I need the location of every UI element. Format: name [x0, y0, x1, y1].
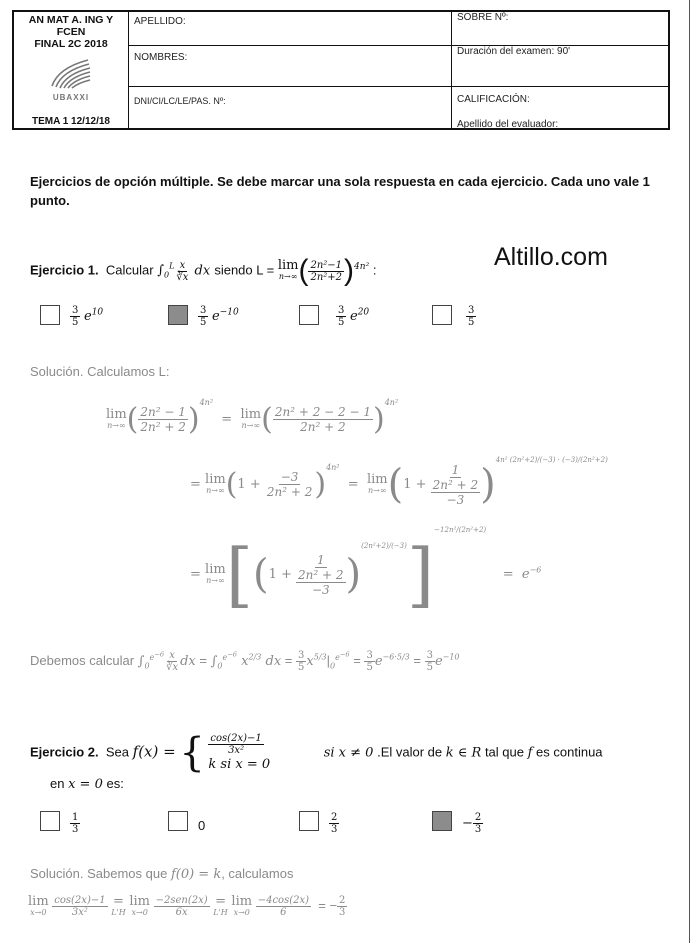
ej1-option-c: $\frac{3}{5}$ $e^{20}$ — [338, 305, 370, 328]
ej1-option-a-checkbox[interactable] — [40, 305, 60, 325]
header-table — [12, 10, 670, 130]
sobre-field[interactable]: SOBRE Nº: — [457, 12, 509, 23]
ubaxxi-logo-icon — [48, 56, 92, 90]
ej2-option-d-checkbox[interactable] — [432, 811, 452, 831]
ej2-option-c-checkbox[interactable] — [299, 811, 319, 831]
ej1-option-d: $\frac{3}{5}$ — [468, 305, 475, 328]
ej2-option-c: $\frac{2}{3}$ — [331, 812, 338, 835]
ej1-solution-line1: lim n→∞ ( $\frac{\text{2n² − 1}}{\text{2n² + 2}}$ )$^{4n^2}$ = lim n→∞ ( $\frac{\text{2n² + 2 − 2 − 1}}{\text{2n² + 2}}$ )$^{4n^2}$ — [106, 398, 399, 437]
ej1-final-calc: Debemos calcular $\int_0^{e^{-6}}$ $\frac{x}{∛x}$ dx = $\int_0^{e^{-6}}$ $x^{2/3}$ dx = $\frac{3}{5}$ $x^{5/3}|_0^{e^{-6}}$ = $\frac{3}{5}$ $e^{-6\cdot 5/3}$ = $\frac{3}{5}$ $e^{-10}$ — [30, 650, 460, 674]
divider — [451, 86, 668, 87]
ej1-solution-label: Solución. Calculamos L: — [30, 364, 170, 379]
page-edge — [689, 0, 690, 943]
calificacion-field[interactable]: CALIFICACIÓN: — [457, 94, 530, 105]
duracion-label: Duración del examen: 90' — [457, 46, 571, 57]
evaluador-field[interactable]: Apellido del evaluador: — [457, 119, 559, 130]
divider — [128, 12, 129, 128]
instructions: Ejercicios de opción múltiple. Se debe marcar una sola respuesta en cada ejercicio. Cada uno vale 1 punto. — [30, 174, 650, 208]
divider — [451, 12, 452, 128]
ej1-label: Ejercicio 1. — [30, 262, 99, 278]
ej1-option-d-checkbox[interactable] — [432, 305, 452, 325]
ej1-solution-line3: = lim n→∞ [(1 + 1 2n² + 2 −3 )$^{(2n^2+2)/(-3)}$]$^{-12n^2/(2n^2+2)}$ = $e^{-6}$ — [190, 526, 542, 616]
ej2-option-b: 0 — [198, 818, 206, 833]
ej1-option-c-checkbox[interactable] — [299, 305, 319, 325]
ej1-solution-line2: = lim n→∞ (1 + $\frac{-3}{\text{2n² + 2}}$ )$^{4n^2}$ = lim n→∞ (1 + 1 2n² + 2 −3 )$^{4n^2 (2n^2+2)/(-3) \cdot (-3)/(2n^2+2)}$ — [190, 456, 608, 508]
watermark: Altillo.com — [494, 243, 608, 271]
apellido-field[interactable]: APELLIDO: — [134, 16, 186, 27]
ej2-statement: Ejercicio 2. Sea f(x) = { $\frac{\cos(2x)-1}{\text{3x²}}$ k si x = 0 si x ≠ 0 .El valor de k ∈ R tal que f es continua — [30, 730, 603, 776]
ej2-option-a: $\frac{1}{3}$ — [72, 812, 79, 835]
nombres-field[interactable]: NOMBRES: — [134, 52, 188, 63]
ej2-option-b-checkbox[interactable] — [168, 811, 188, 831]
ej2-option-d: − $\frac{2}{3}$ — [462, 812, 482, 835]
ej2-option-a-checkbox[interactable] — [40, 811, 60, 831]
ej2-solution-label: Solución. Sabemos que f(0) = k, calculamos — [30, 866, 294, 882]
ej1-option-a: $\frac{3}{5}$ $e^{10}$ — [72, 305, 104, 328]
ej2-statement-cont: en x = 0 es: — [50, 776, 124, 792]
ej1-option-b-checkbox[interactable] — [168, 305, 188, 325]
tema-label: TEMA 1 12/12/18 — [31, 116, 110, 127]
ej1-statement: Ejercicio 1. Calcular $\int_0^L$ $\frac{x}{∛x}$ dx siendo L = lim n→∞ ( $\frac{\text{2n²−1}}{\text{2n²+2}}$ )$^{4n^2}$ : — [30, 254, 377, 287]
brand-label: UBAXXI — [52, 93, 90, 102]
divider — [128, 86, 451, 87]
dni-field[interactable]: DNI/CI/LC/LE/PAS. Nº: — [134, 96, 226, 106]
ej2-solution-calc: lim x→0 $\frac{\cos(2x)-1}{\text{3x²}}$ = L'H lim x→0 $\frac{\text{−2sen(2x)}}{6x}$ = L'H lim x→0 $\frac{-4\cos(2x)}{6}$ = − $\frac{2}{3}$ — [28, 893, 346, 918]
course-title: AN MAT A. ING Y FCEN FINAL 2C 2018 — [28, 14, 114, 50]
ej2-label: Ejercicio 2. — [30, 744, 99, 760]
divider — [128, 45, 451, 46]
ej1-option-b: $\frac{3}{5}$ $e^{-10}$ — [200, 305, 239, 328]
